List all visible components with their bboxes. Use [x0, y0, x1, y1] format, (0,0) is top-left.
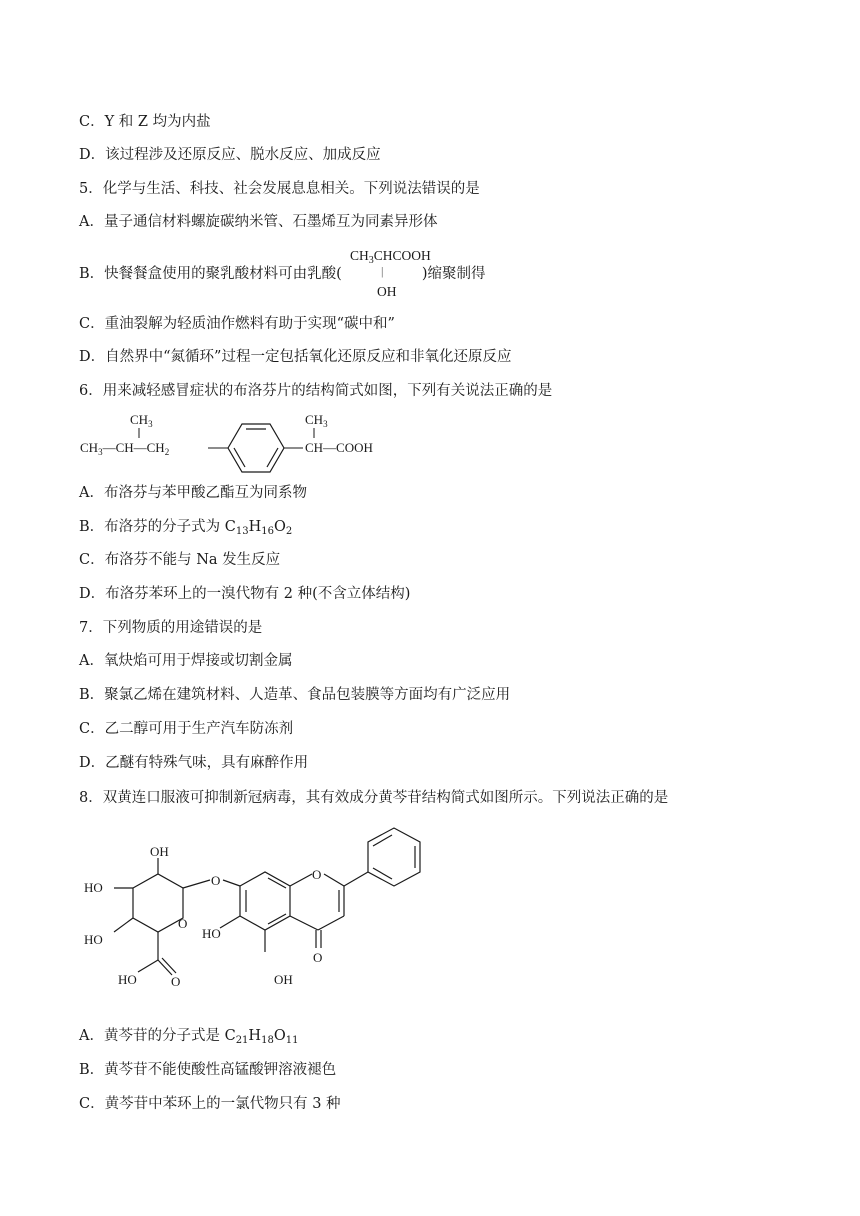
q6-option-b: B．布洛芬的分子式为 $C_{13}H_{16}O_2$	[79, 519, 293, 537]
lactic-oh: OH	[377, 284, 397, 299]
q7-option-d: D．乙醚有特殊气味，具有麻醉作用	[79, 755, 309, 771]
q8-stem: 8．双黄连口服液可抑制新冠病毒，其有效成分黄芩苷结构简式如图所示。下列说法正确的是	[79, 790, 669, 806]
phenyl-ring	[368, 828, 420, 886]
q5-option-d: D．自然界中“氮循环”过程一定包括氧化还原反应和非氧化还原反应	[79, 349, 512, 365]
sugar-oh-top: OH	[150, 844, 169, 859]
ibuprofen-structure	[78, 408, 398, 478]
q8-option-c: C．黄芩苷中苯环上的一氯代物只有 3 种	[79, 1096, 341, 1112]
lactic-chcooh: CHCOOH	[373, 248, 431, 263]
q7-option-c: C．乙二醇可用于生产汽车防冻剂	[79, 721, 294, 737]
q5-option-b	[79, 265, 485, 283]
sugar-ho-2: HO	[84, 932, 103, 947]
a-ring-oh: OH	[274, 972, 293, 987]
q6-stem: 6．用来减轻感冒症状的布洛芬片的结构简式如图，下列有关说法正确的是	[79, 383, 553, 399]
lactic-bond: |	[381, 264, 384, 278]
q4-option-c: C．Y 和 Z 均为内盐	[79, 114, 211, 130]
ether-o: O	[211, 873, 221, 888]
sugar-ring-o: O	[178, 916, 188, 931]
q5-option-b-text: B．快餐餐盒使用的聚乳酸材料可由乳酸(	[79, 266, 342, 282]
q8-option-b: B．黄芩苷不能使酸性高锰酸钾溶液褪色	[79, 1062, 337, 1078]
sugar-ring	[133, 874, 183, 932]
q5-option-c: C．重油裂解为轻质油作燃料有助于实现“碳中和”	[79, 316, 395, 332]
carbonyl-o: O	[313, 950, 323, 965]
q7-option-a: A．氧炔焰可用于焊接或切割金属	[79, 653, 293, 669]
a-ring	[240, 872, 290, 930]
q4-option-d: D．该过程涉及还原反应、脱水反应、加成反应	[79, 147, 381, 163]
q7-option-b: B．聚氯乙烯在建筑材料、人造革、食品包装膜等方面均有广泛应用	[79, 687, 511, 703]
q6-option-d: D．布洛芬苯环上的一溴代物有 2 种(不含立体结构)	[79, 586, 411, 602]
ibu-main-chain: $CH_3—CH—CH_2$	[80, 440, 170, 457]
lactic-ch: CH	[350, 248, 369, 263]
baicalin-structure	[78, 820, 478, 1005]
q5-option-a: A．量子通信材料螺旋碳纳米管、石墨烯互为同素异形体	[79, 214, 438, 230]
q5-stem: 5．化学与生活、科技、社会发展息息相关。下列说法错误的是	[79, 181, 480, 197]
carboxyl-ho: HO	[118, 972, 137, 987]
a-ring-ho: HO	[202, 926, 221, 941]
ibu-ch3-right: $CH_3$	[305, 412, 328, 429]
q8-option-a: A．黄芩苷的分子式是 $C_{21}H_{18}O_{11}$	[79, 1028, 299, 1046]
ibu-ch-cooh: CH—COOH	[305, 440, 373, 455]
pyran-o: O	[312, 867, 322, 882]
q6-option-a: A．布洛芬与苯甲酸乙酯互为同系物	[79, 485, 307, 501]
ibu-benzene-ring	[228, 424, 284, 472]
lactic-acid-formula: $CH_3CHCOOH$	[350, 248, 431, 266]
carboxyl-o: O	[171, 974, 181, 989]
q6-option-c: C．布洛芬不能与 Na 发生反应	[79, 552, 281, 568]
ibu-ch3-top: $CH_3$	[130, 412, 153, 429]
q7-stem: 7．下列物质的用途错误的是	[79, 620, 263, 636]
q5-option-b-text-end: )缩聚制得	[421, 266, 486, 282]
sugar-ho-1: HO	[84, 880, 103, 895]
